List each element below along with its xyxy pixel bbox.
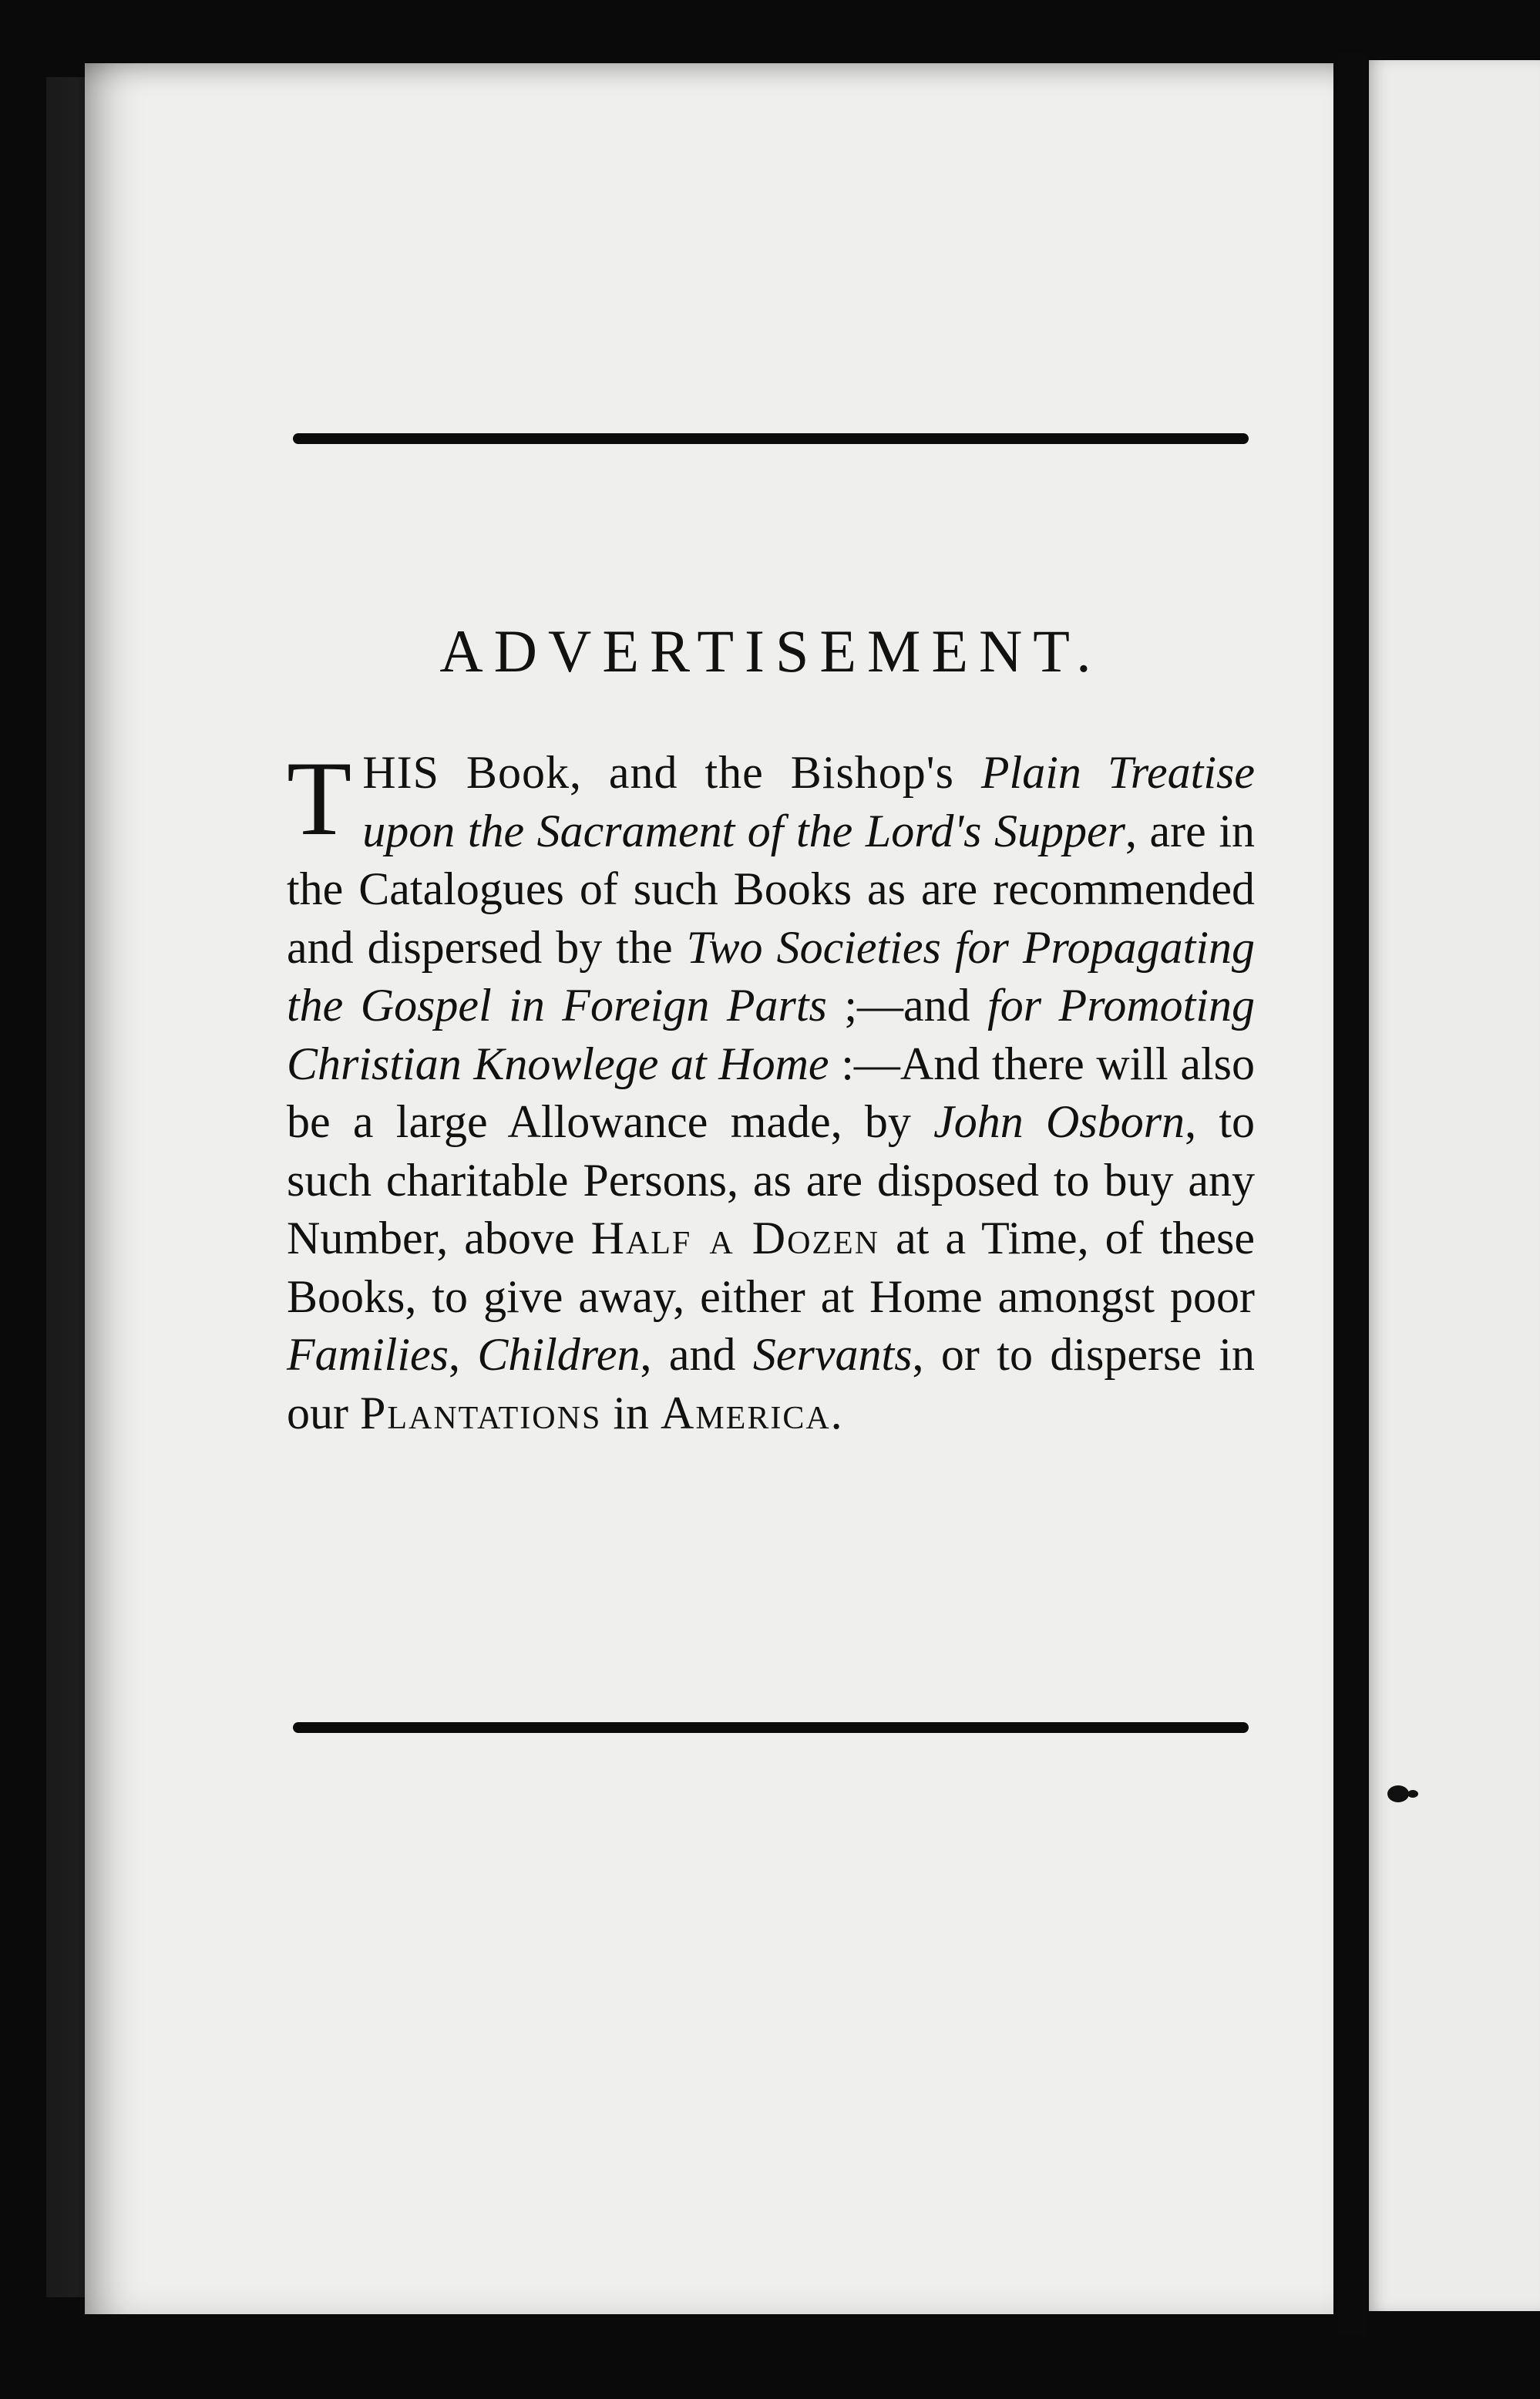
ink-blot-mark [1407,1790,1418,1798]
italic-two-societies: Two Societies for Propagating the Gospel in Foreign Parts [287,921,1255,1031]
smallcaps-half-dozen: Half a Dozen [590,1213,880,1263]
body-text-segment: , are in the Catalogues of such Books as are recommended and dispersed by the [287,805,1255,973]
binding-gutter [1338,54,1366,2336]
advertisement-body [287,739,1256,1442]
drop-cap: T [287,739,352,857]
top-ornamental-rule [293,433,1249,444]
italic-children: Children [477,1329,641,1380]
italic-john-osborn: John Osborn [933,1096,1185,1147]
smallcaps-plantations: Plantations [359,1387,602,1438]
italic-promoting-knowledge: for Promoting Christian Knowlege at Home [287,980,1255,1089]
ink-blot-mark [1387,1785,1409,1802]
italic-families: Families [287,1329,449,1380]
body-text-segment: , to such charitable Persons, as are disposed to buy any Number, above [287,1096,1255,1263]
body-text-segment: in [601,1387,661,1438]
page-heading: ADVERTISEMENT. [439,617,1102,685]
body-text-segment: , and [640,1329,753,1380]
body-text-segment: ;—and [826,980,988,1031]
body-text-segment: at a Time, of these Books, to give away, either at Home amongst poor [287,1213,1255,1322]
right-page-edge [1369,60,1540,2311]
italic-title-plain-treatise: Plain Treatise upon the Sacrament of the Lord's Supper [362,747,1255,856]
body-text-segment: HIS Book, and the Bishop's [362,747,981,798]
body-text-segment: . [830,1387,842,1438]
body-text-segment: , or to disperse in our [287,1329,1256,1438]
body-text-segment: , [448,1329,478,1380]
body-text-segment: :—And there will also be a large Allowance made, by [287,1038,1255,1147]
italic-servants: Servants [752,1329,913,1380]
smallcaps-america: America [660,1387,831,1438]
bottom-ornamental-rule [293,1722,1249,1733]
